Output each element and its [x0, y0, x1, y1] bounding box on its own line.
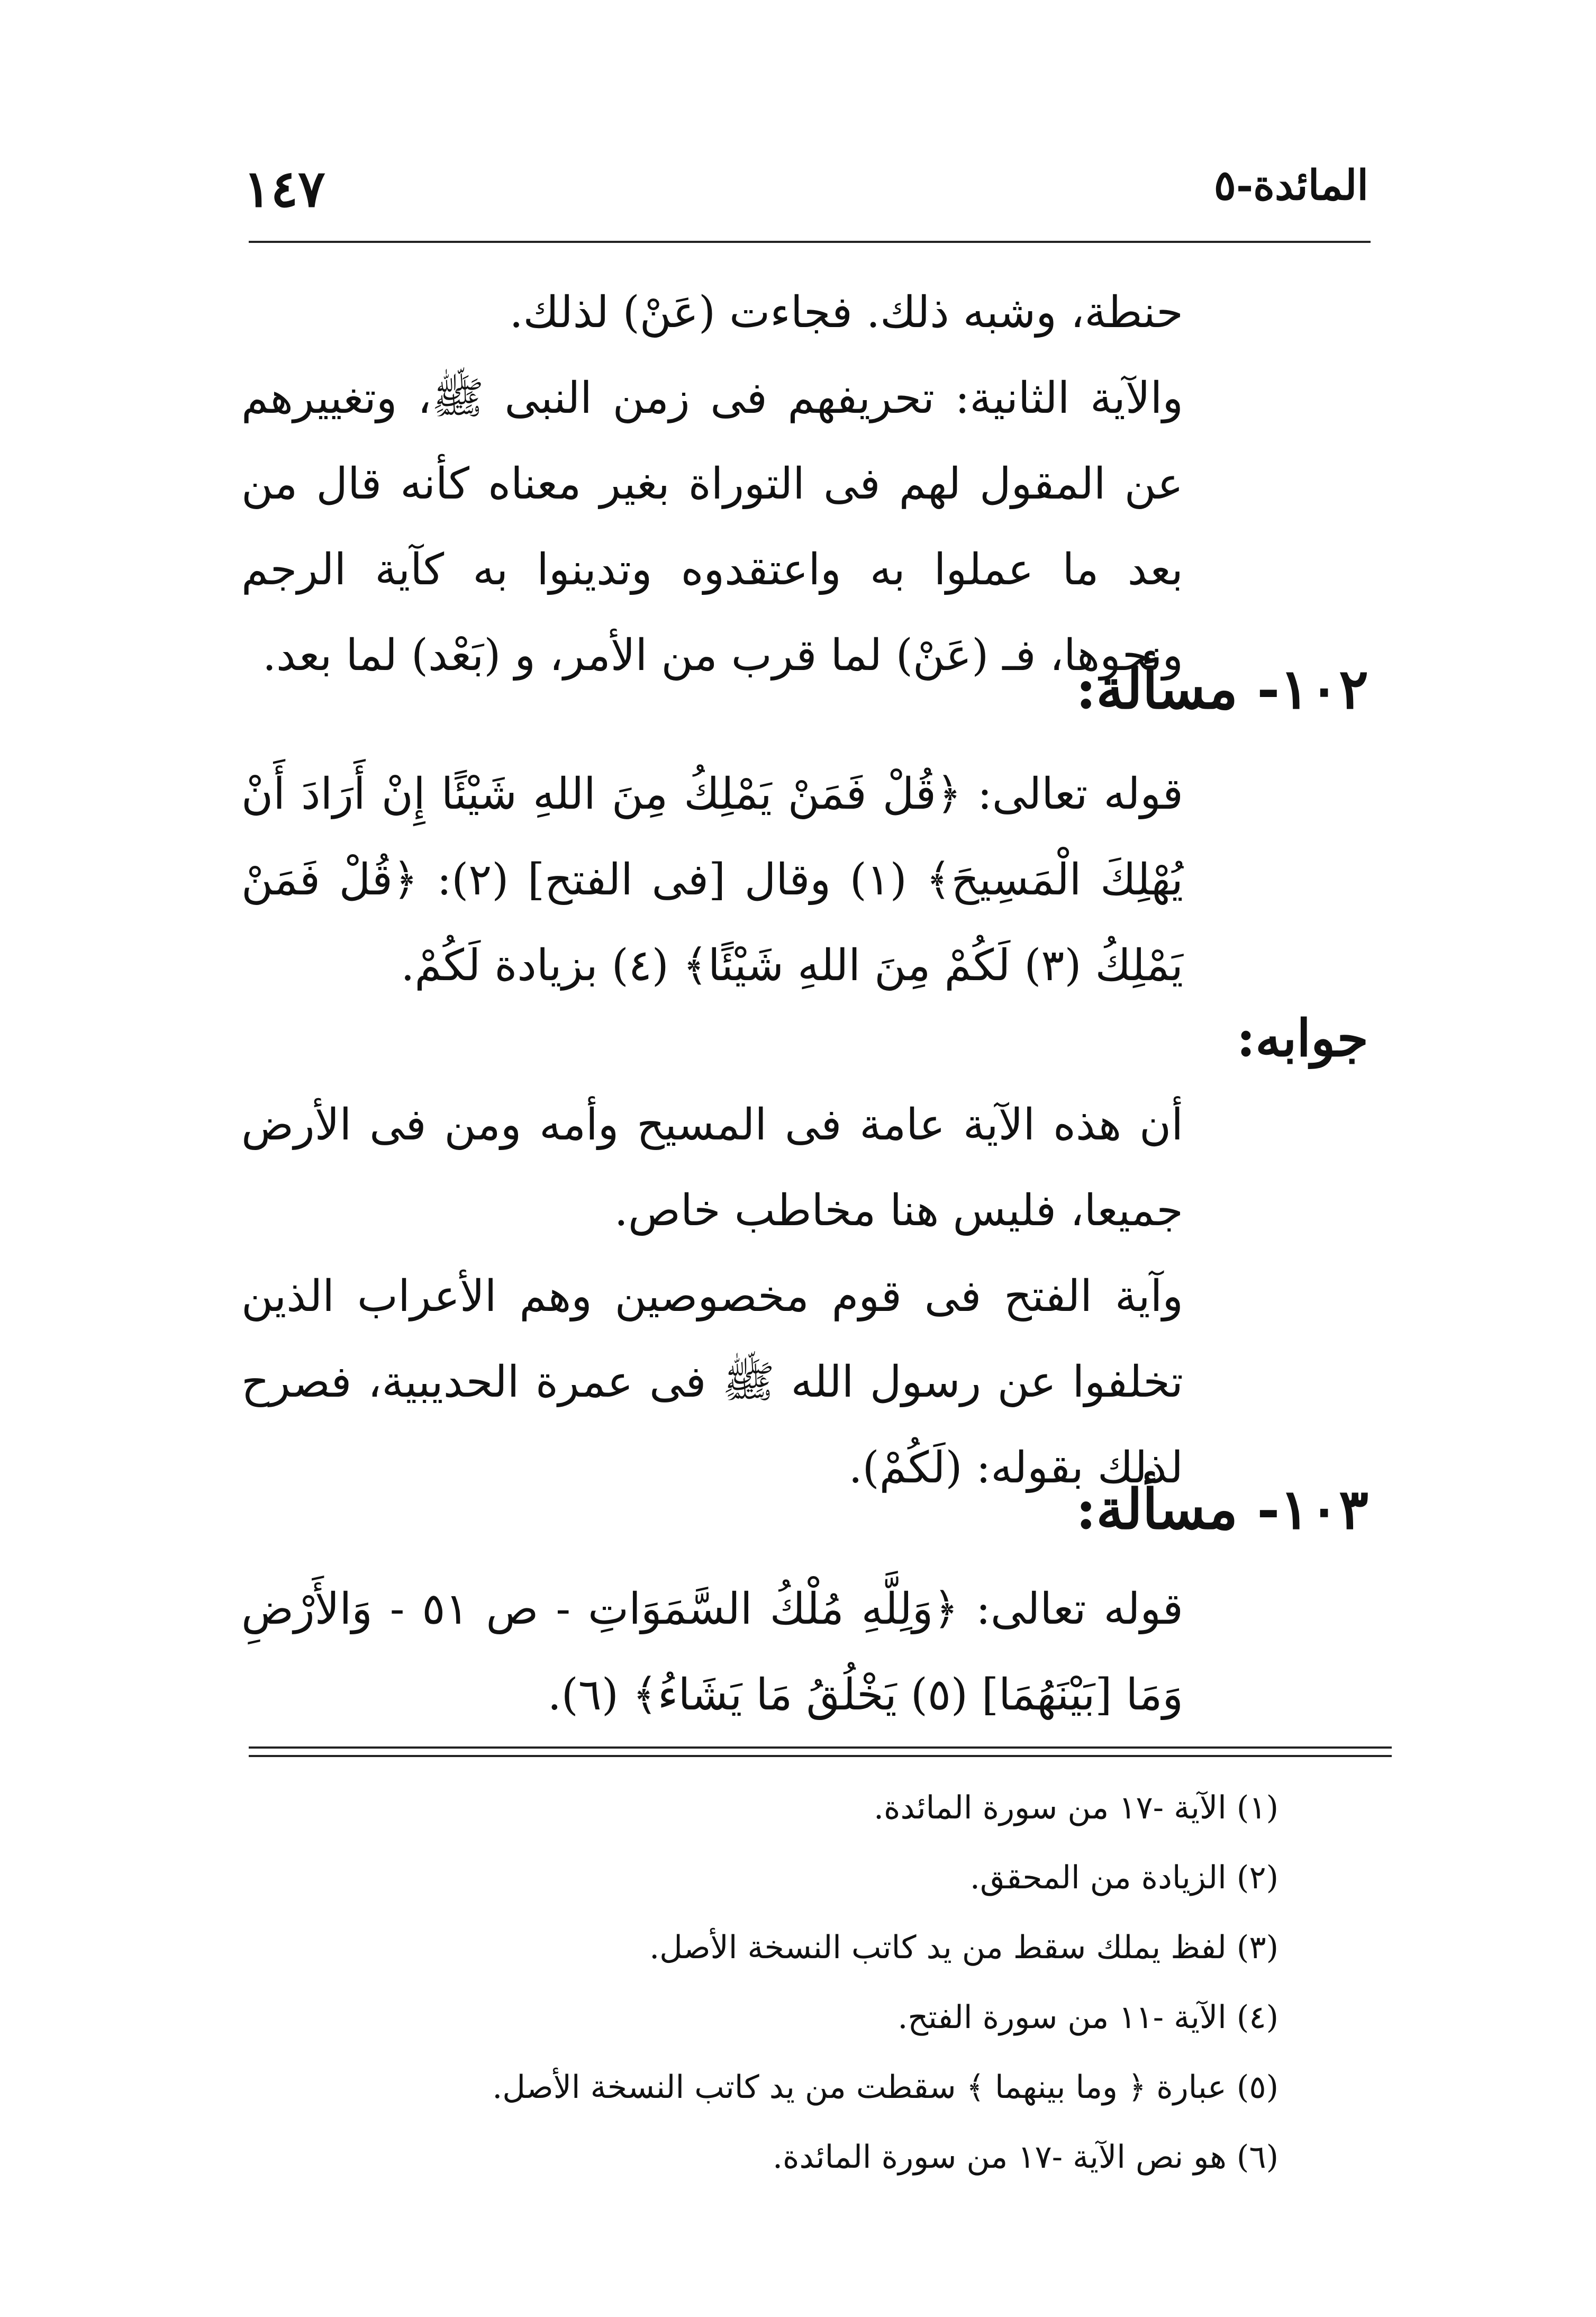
footnote-5: (٥) عبارة ﴿ وما بينهما ﴾ سقطت من يد كاتب النسخة الأصل.: [492, 2069, 1278, 2106]
question-102-text: [241, 752, 1183, 1009]
footnote-4: (٤) الآية -١١ من سورة الفتح.: [897, 1999, 1278, 2036]
running-head: المائدة-٥: [1213, 161, 1368, 210]
intro-section: [241, 270, 1183, 699]
question-103-paragraph: قوله تعالى: ﴿وَلِلَّهِ مُلْكُ السَّمَوَاتِ - ص ٥١ - وَالأَرْضِ وَمَا [بَيْنَهُمَا] (٥) يَخْلُقُ مَا يَشَاءُ﴾ (٦).: [241, 1584, 1183, 1720]
page-number: ١٤٧: [243, 159, 325, 219]
intro-paragraph-2: والآية الثانية: تحريفهم فى زمن النبى ﷺ، وتغييرهم عن المقول لهم فى التوراة بغير معناه كأنه قال من بعد ما عملوا به واعتقدوه وتدينوا به كآية الرجم ونحوها، فـ (عَنْ) لما قرب من الأمر، و (بَعْد) لما بعد.: [241, 373, 1183, 681]
question-102-paragraph: قوله تعالى: ﴿قُلْ فَمَنْ يَمْلِكُ مِنَ اللهِ شَيْئًا إِنْ أَرَادَ أَنْ يُهْلِكَ الْمَسِيحَ﴾ (١) وقال [فى الفتح] (٢): ﴿قُلْ فَمَنْ يَمْلِكُ (٣) لَكُمْ مِنَ اللهِ شَيْئًا﴾ (٤) بزيادة لَكُمْ.: [241, 769, 1183, 991]
answer-paragraph-2: وآية الفتح فى قوم مخصوصين وهم الأعراب الذين تخلفوا عن رسول الله ﷺ فى عمرة الحديبية، فصرح لذلك بقوله: (لَكُمْ).: [241, 1271, 1183, 1493]
footnote-rule-double: [249, 1755, 1392, 1757]
header-rule: [249, 241, 1371, 243]
question-103-text: [241, 1567, 1183, 1738]
footnote-rule: [249, 1746, 1392, 1749]
footnote-6: (٦) هو نص الآية -١٧ من سورة المائدة.: [772, 2139, 1278, 2176]
answer-paragraph-1: أن هذه الآية عامة فى المسيح وأمه ومن فى الأرض جميعا، فليس هنا مخاطب خاص.: [241, 1100, 1183, 1236]
question-103-heading: ١٠٣- مسألة:: [1076, 1477, 1368, 1542]
footnotes-list: [241, 1773, 1278, 2192]
answer-102-text: [241, 1082, 1183, 1511]
footnote-1: (١) الآية -١٧ من سورة المائدة.: [873, 1789, 1278, 1826]
footnote-3: (٣) لفظ يملك سقط من يد كاتب النسخة الأصل.: [649, 1929, 1278, 1966]
question-102-heading: ١٠٢- مسألة:: [1076, 656, 1368, 721]
answer-label: جوابه:: [1236, 1008, 1368, 1068]
intro-paragraph-1: حنطة، وشبه ذلك. فجاءت (عَنْ) لذلك.: [509, 287, 1183, 338]
footnote-2: (٢) الزيادة من المحقق.: [969, 1859, 1278, 1896]
